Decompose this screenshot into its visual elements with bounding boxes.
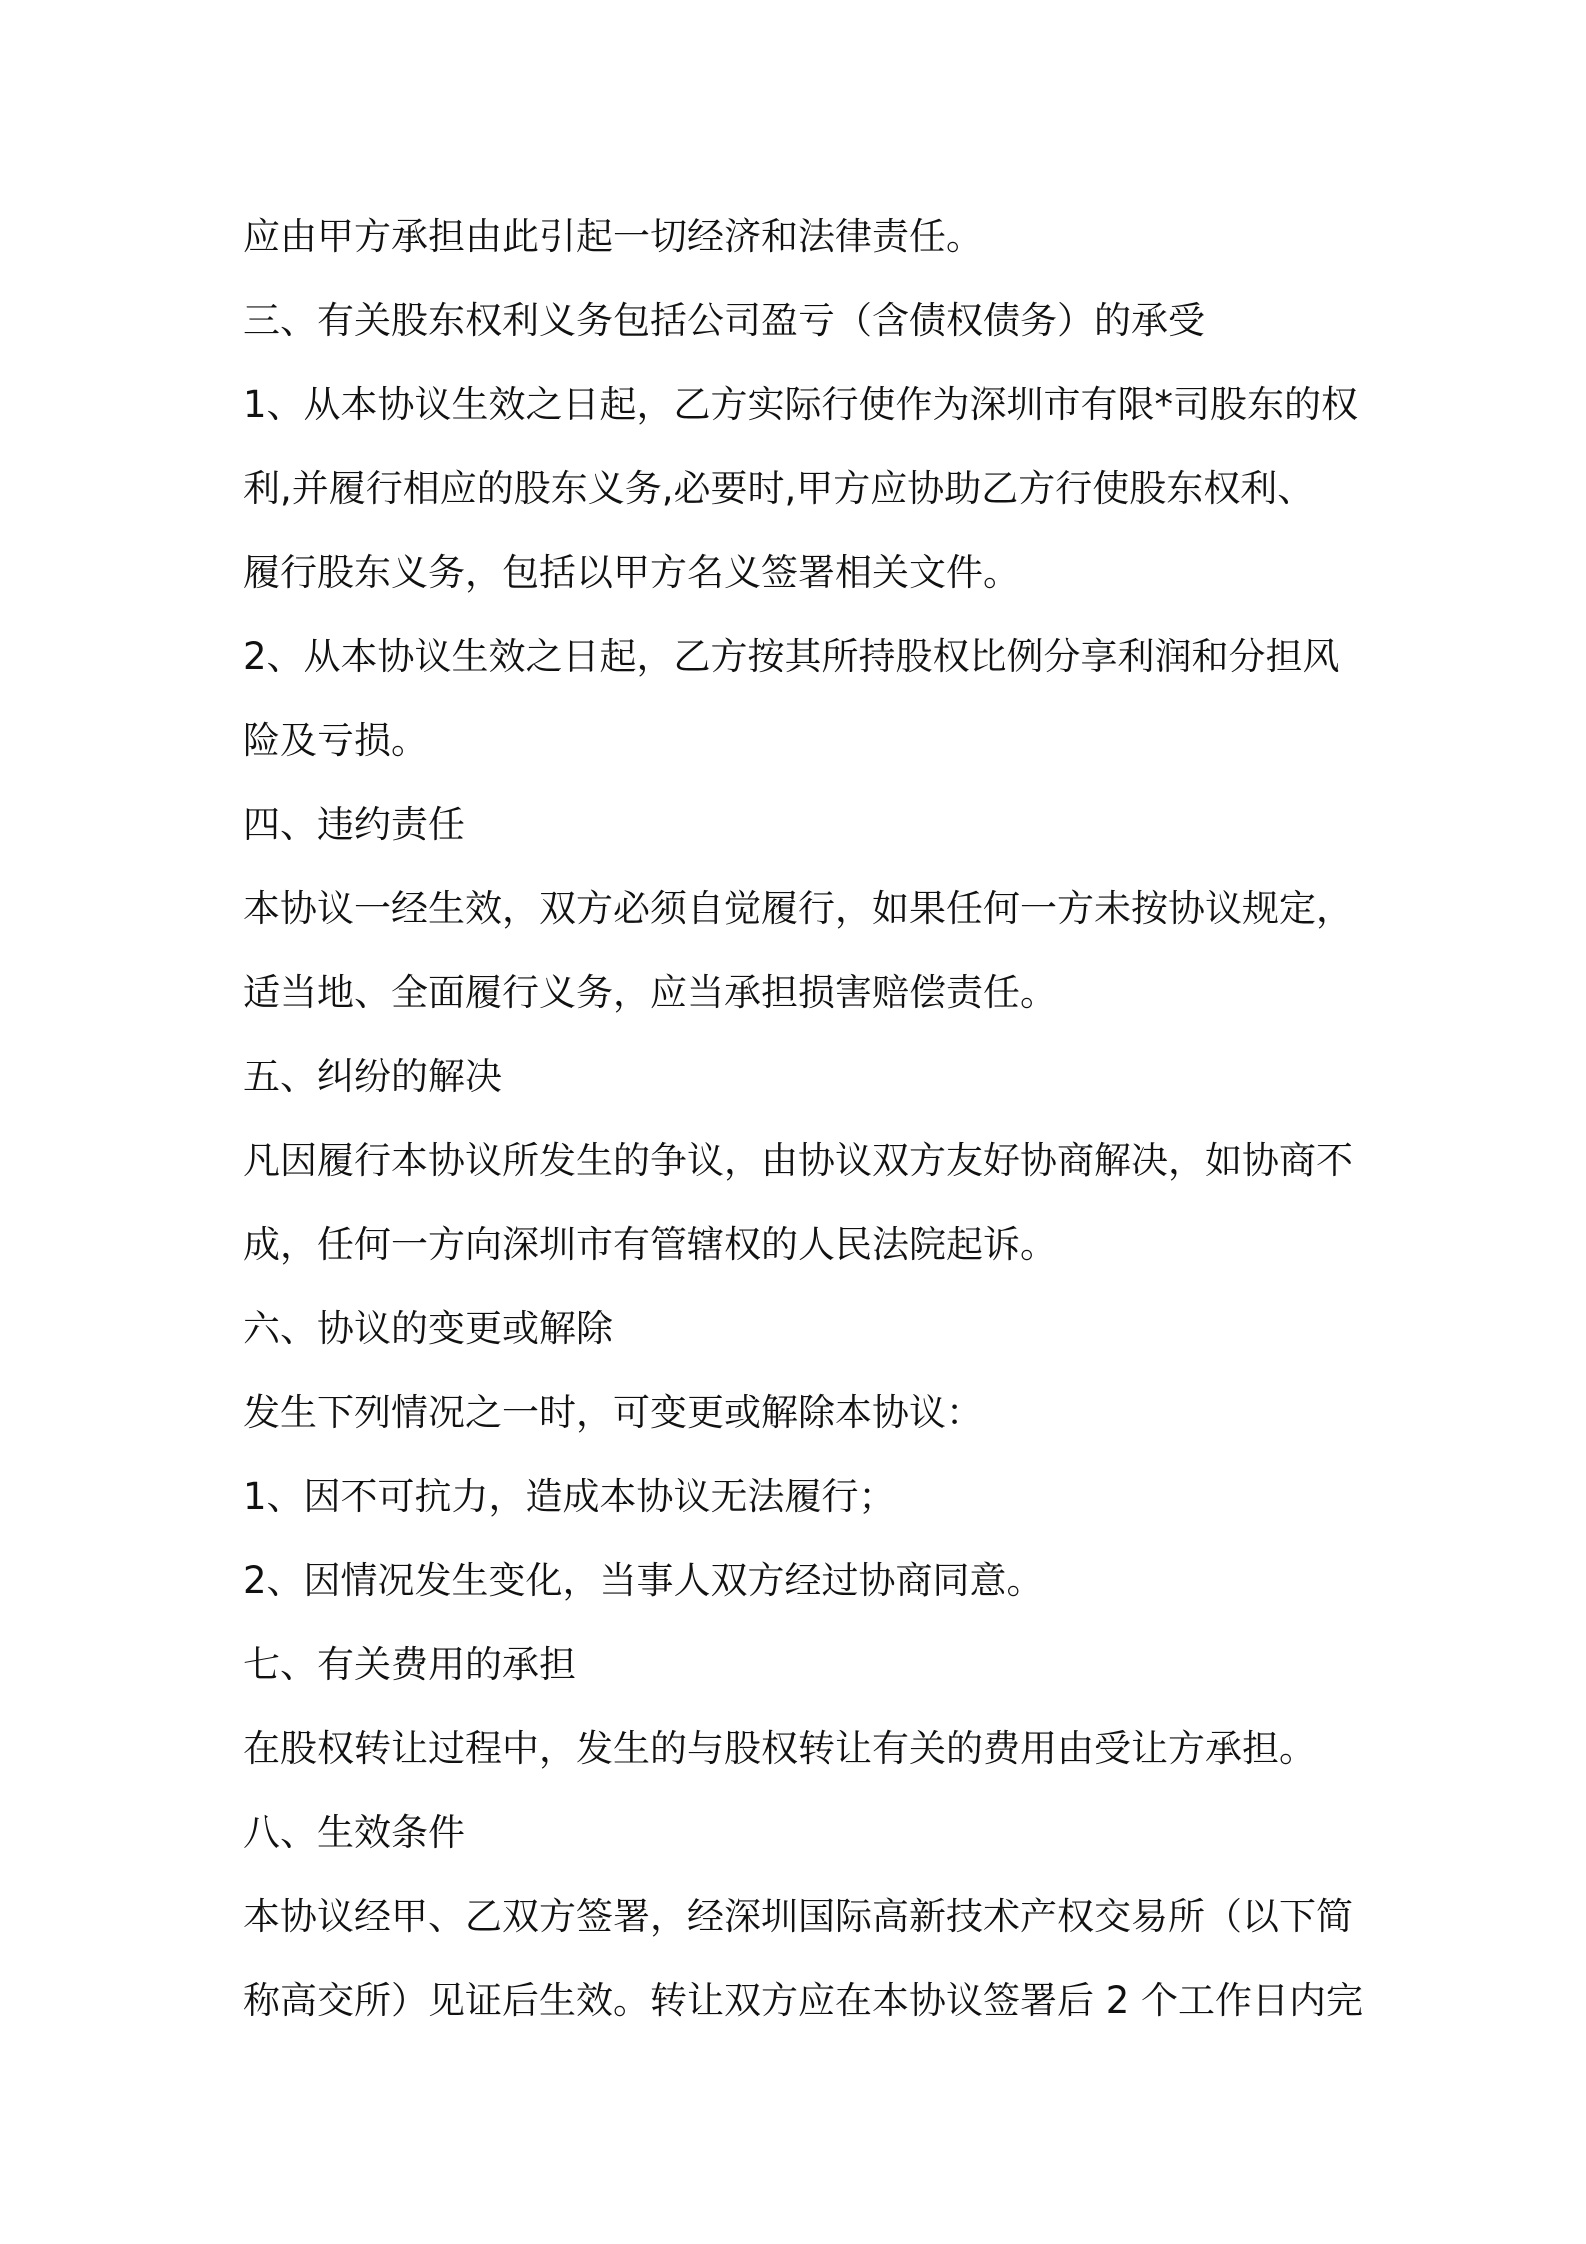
- text-line: 本协议经甲、乙双方签署，经深圳国际高新技术产权交易所（以下简: [243, 1895, 1353, 1938]
- section-heading-6: 六、协议的变更或解除: [243, 1307, 613, 1350]
- section-heading-3: 三、有关股东权利义务包括公司盈亏（含债权债务）的承受: [243, 299, 1205, 342]
- text-line: 1、从本协议生效之日起，乙方实际行使作为深圳市有限*司股东的权: [243, 383, 1359, 426]
- text-line: 发生下列情况之一时，可变更或解除本协议：: [243, 1391, 983, 1434]
- document-body: [243, 195, 1363, 2043]
- text-line: 利,并履行相应的股东义务,必要时,甲方应协助乙方行使股东权利、: [243, 467, 1315, 510]
- text-line: 凡因履行本协议所发生的争议，由协议双方友好协商解决，如协商不: [243, 1139, 1353, 1182]
- text-line: 1、因不可抗力，造成本协议无法履行；: [243, 1475, 896, 1518]
- text-line: 成，任何一方向深圳市有管辖权的人民法院起诉。: [243, 1223, 1057, 1266]
- text-line: 险及亏损。: [243, 719, 428, 762]
- section-heading-5: 五、纠纷的解决: [243, 1055, 502, 1098]
- text-line: 在股权转让过程中，发生的与股权转让有关的费用由受让方承担。: [243, 1727, 1316, 1770]
- section-heading-8: 八、生效条件: [243, 1811, 465, 1854]
- text-line: 2、因情况发生变化，当事人双方经过协商同意。: [243, 1559, 1044, 1602]
- section-heading-4: 四、违约责任: [243, 803, 465, 846]
- section-heading-7: 七、有关费用的承担: [243, 1643, 576, 1686]
- text-line: 适当地、全面履行义务，应当承担损害赔偿责任。: [243, 971, 1057, 1014]
- text-line: 称高交所）见证后生效。转让双方应在本协议签署后 2 个工作日内完: [243, 1979, 1364, 2022]
- text-line: 2、从本协议生效之日起，乙方按其所持股权比例分享利润和分担风: [243, 635, 1340, 678]
- text-line: 履行股东义务，包括以甲方名义签署相关文件。: [243, 551, 1020, 594]
- text-line: 应由甲方承担由此引起一切经济和法律责任。: [243, 215, 983, 258]
- text-line: 本协议一经生效，双方必须自觉履行，如果任何一方未按协议规定，: [243, 887, 1353, 930]
